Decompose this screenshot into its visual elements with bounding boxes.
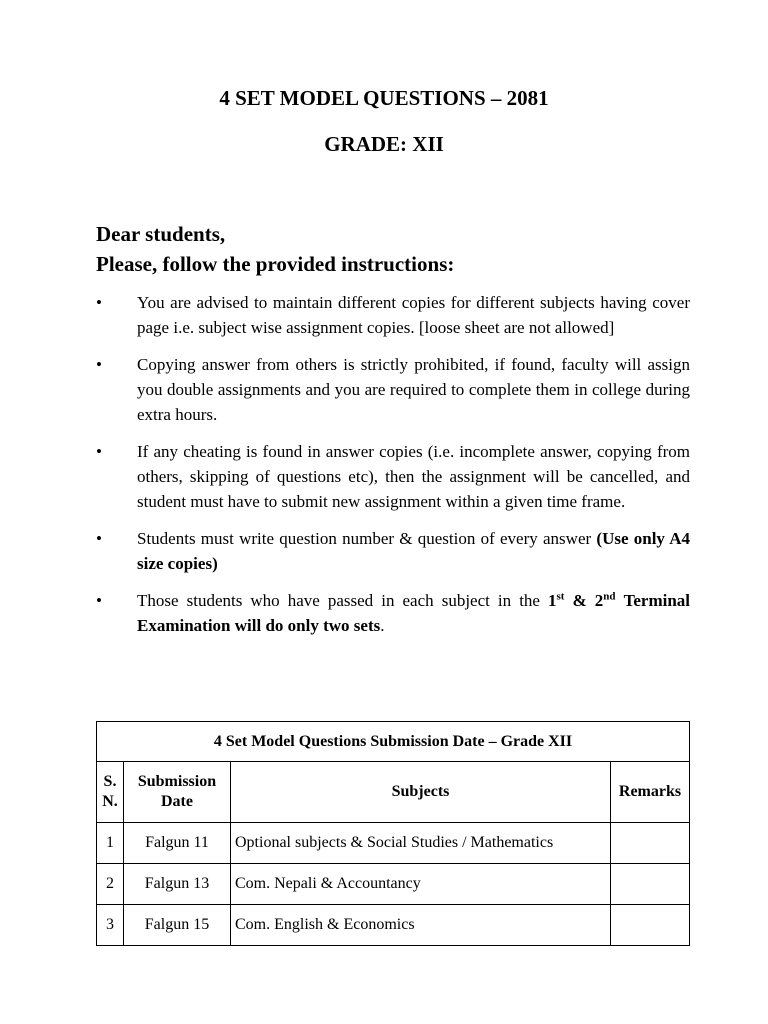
table-row [97, 823, 690, 864]
cell-subjects: Optional subjects & Social Studies / Mathematics [231, 823, 611, 864]
bullet-icon: • [96, 529, 102, 548]
bullet-icon: • [96, 591, 102, 610]
cell-date: Falgun 15 [124, 905, 231, 946]
header-remarks: Remarks [611, 762, 690, 823]
table-row [97, 864, 690, 905]
instruction-item [96, 588, 690, 638]
cell-date: Falgun 13 [124, 864, 231, 905]
document-title: 4 SET MODEL QUESTIONS – 2081 [219, 86, 549, 110]
instruction-item [96, 352, 690, 427]
table-row [97, 905, 690, 946]
bullet-icon: • [96, 442, 102, 461]
instruction-list [96, 290, 690, 650]
header-sn: S. N. [97, 762, 124, 823]
submission-schedule-table [96, 721, 690, 946]
instruction-item [96, 526, 690, 576]
table-header-row [97, 762, 690, 823]
cell-sn: 3 [97, 905, 124, 946]
header-date: Submission Date [124, 762, 231, 823]
table-caption: 4 Set Model Questions Submission Date – Grade XII [97, 722, 690, 762]
instruction-text: Students must write question number & question of every answer [137, 529, 592, 548]
instructions-intro: Please, follow the provided instructions: [96, 252, 455, 276]
instruction-text: Those students who have passed in each subject in the [137, 591, 540, 610]
bullet-icon: • [96, 293, 102, 312]
ordinal-first: 1st & 2nd [548, 590, 616, 610]
cell-remarks [611, 905, 690, 946]
header-subjects: Subjects [231, 762, 611, 823]
instruction-text: Copying answer from others is strictly prohibited, if found, faculty will assign you double assignments and you are required to complete them in college during extra hours. [137, 355, 690, 424]
cell-subjects: Com. Nepali & Accountancy [231, 864, 611, 905]
instruction-text: You are advised to maintain different copies for different subjects having cover page i.e. subject wise assignment copies. [loose sheet are not allowed] [137, 293, 690, 337]
instruction-end: . [380, 616, 385, 635]
cell-date: Falgun 11 [124, 823, 231, 864]
cell-remarks [611, 823, 690, 864]
cell-sn: 1 [97, 823, 124, 864]
instruction-text: If any cheating is found in answer copies (i.e. incomplete answer, copying from others, skipping of questions etc), then the assignment will be cancelled, and student must have to submit new assignment within a given time frame. [137, 442, 690, 511]
cell-sn: 2 [97, 864, 124, 905]
salutation: Dear students, [96, 222, 226, 246]
instruction-emphasis: Terminal Examination will do only two sets [137, 591, 691, 635]
cell-subjects: Com. English & Economics [231, 905, 611, 946]
instruction-item [96, 290, 690, 340]
cell-remarks [611, 864, 690, 905]
grade-heading: GRADE: XII [324, 132, 444, 156]
bullet-icon: • [96, 355, 102, 374]
instruction-emphasis: (Use only A4 size copies) [137, 529, 691, 573]
instruction-item [96, 439, 690, 514]
